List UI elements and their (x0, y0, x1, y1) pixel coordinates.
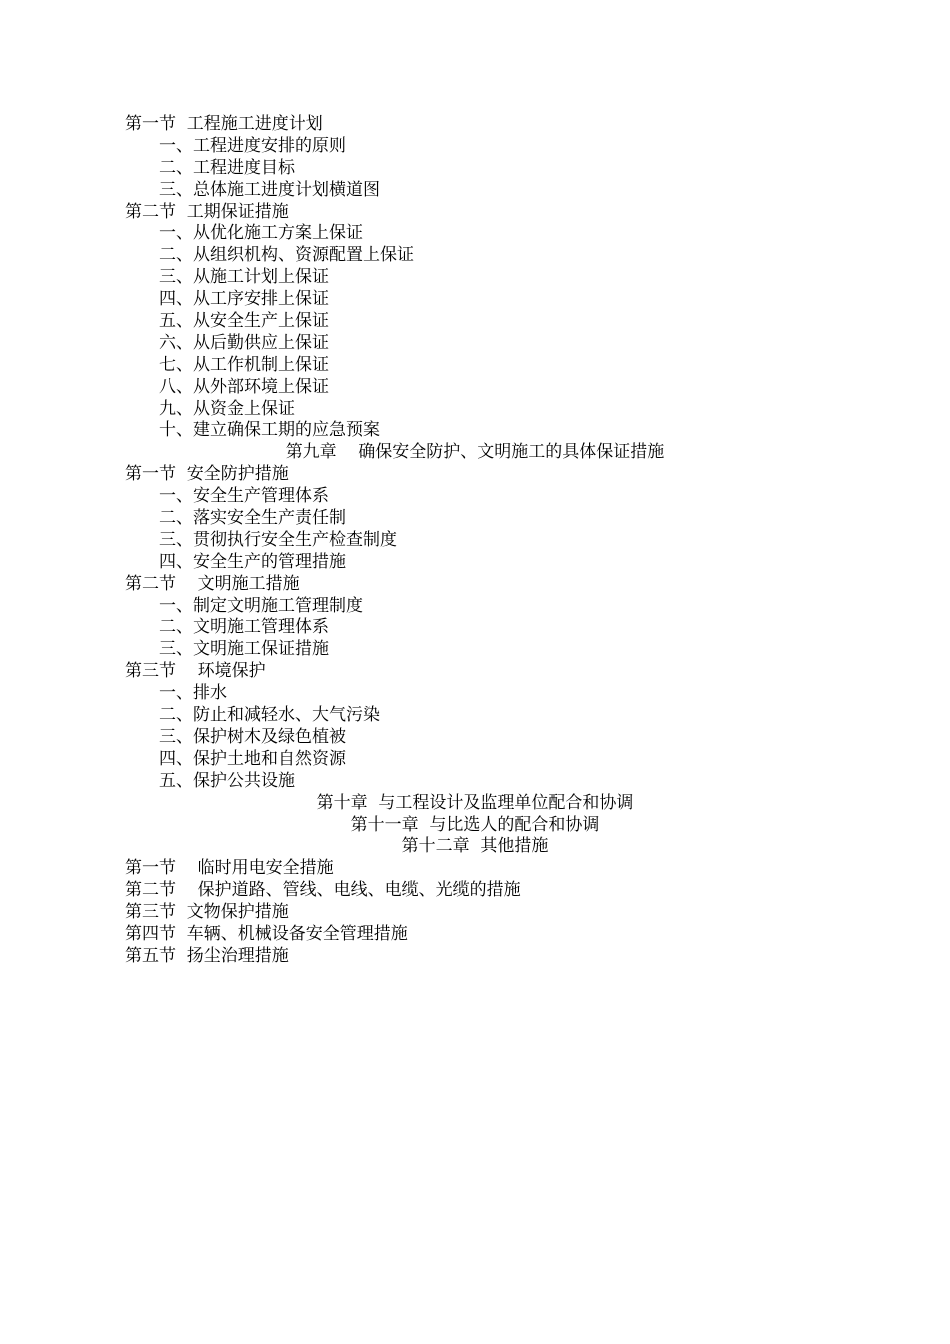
chapter-heading: 第十二章 其他措施 (401, 836, 549, 857)
section-heading: 第三节 环境保护 (125, 661, 266, 682)
section-heading: 第一节 临时用电安全措施 (125, 858, 334, 879)
section-heading: 第一节 工程施工进度计划 (125, 114, 323, 134)
section-heading: 第四节 车辆、机械设备安全管理措施 (125, 923, 408, 944)
section-heading: 第三节 文物保护措施 (125, 902, 289, 923)
list-item: 二、工程进度目标 (159, 157, 295, 178)
list-item: 三、保护树木及绿色植被 (159, 726, 346, 747)
list-item: 一、工程进度安排的原则 (159, 135, 346, 156)
list-item: 四、从工序安排上保证 (159, 289, 329, 310)
section-heading: 第一节 安全防护措施 (125, 464, 289, 485)
section-heading: 第二节 工期保证措施 (125, 201, 289, 222)
list-item: 三、总体施工进度计划横道图 (159, 179, 380, 200)
list-item: 六、从后勤供应上保证 (159, 332, 329, 353)
list-item: 五、从安全生产上保证 (159, 311, 329, 332)
list-item: 七、从工作机制上保证 (159, 354, 329, 375)
list-item: 五、保护公共设施 (159, 770, 295, 791)
section-heading: 第二节 文明施工措施 (125, 573, 300, 594)
list-item: 三、文明施工保证措施 (159, 639, 329, 660)
list-item: 四、安全生产的管理措施 (159, 551, 346, 572)
list-item: 十、建立确保工期的应急预案 (159, 420, 380, 441)
list-item: 三、贯彻执行安全生产检查制度 (159, 529, 397, 550)
chapter-heading: 第十章 与工程设计及监理单位配合和协调 (316, 792, 634, 813)
list-item: 一、制定文明施工管理制度 (159, 595, 363, 616)
list-item: 一、排水 (159, 683, 227, 704)
list-item: 九、从资金上保证 (159, 398, 295, 419)
list-item: 一、安全生产管理体系 (159, 486, 329, 507)
table-of-contents (0, 114, 950, 968)
chapter-heading: 第九章 确保安全防护、文明施工的具体保证措施 (285, 442, 665, 463)
list-item: 三、从施工计划上保证 (159, 267, 329, 288)
list-item: 二、文明施工管理体系 (159, 617, 329, 638)
chapter-heading: 第十一章 与比选人的配合和协调 (350, 814, 600, 835)
section-heading: 第二节 保护道路、管线、电线、电缆、光缆的措施 (125, 880, 521, 901)
list-item: 八、从外部环境上保证 (159, 376, 329, 397)
list-item: 二、落实安全生产责任制 (159, 508, 346, 529)
section-heading: 第五节 扬尘治理措施 (125, 945, 289, 966)
list-item: 一、从优化施工方案上保证 (159, 223, 363, 244)
list-item: 二、从组织机构、资源配置上保证 (159, 245, 414, 266)
list-item: 四、保护土地和自然资源 (159, 748, 346, 769)
list-item: 二、防止和减轻水、大气污染 (159, 705, 380, 726)
